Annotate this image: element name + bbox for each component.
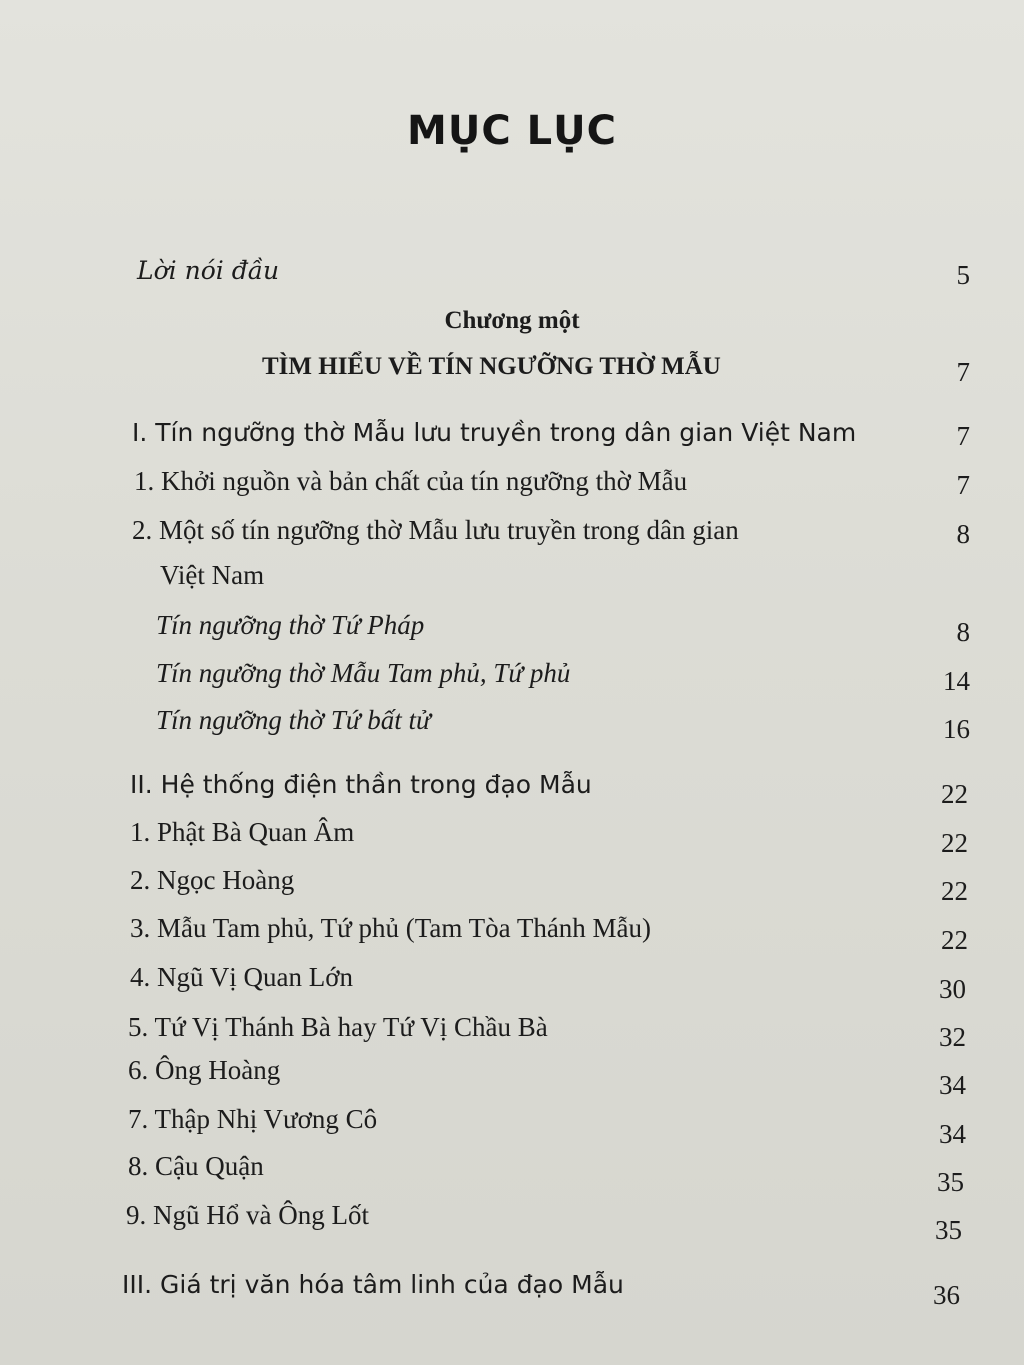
toc-section-3: III. Giá trị văn hóa tâm linh của đạo Mẫu	[122, 1270, 624, 1299]
page-number: 36	[933, 1280, 960, 1310]
page-number: 8	[956, 617, 970, 647]
toc-item: 2. Một số tín ngưỡng thờ Mẫu lưu truyền trong dân gian	[132, 515, 739, 545]
page-number: 7	[956, 421, 970, 451]
toc-item: 8. Cậu Quận	[128, 1151, 264, 1181]
toc-subitem: Tín ngưỡng thờ Tứ Pháp	[156, 610, 425, 640]
chapter-heading: TÌM HIỂU VỀ TÍN NGƯỠNG THỜ MẪU	[262, 353, 721, 380]
toc-subitem: Tín ngưỡng thờ Mẫu Tam phủ, Tứ phủ	[156, 658, 571, 688]
page-number: 30	[939, 974, 966, 1004]
toc-item: 5. Tứ Vị Thánh Bà hay Tứ Vị Chầu Bà	[128, 1012, 548, 1042]
page-number: 7	[956, 470, 970, 500]
page-number: 14	[943, 666, 970, 696]
chapter-name: Chương một	[444, 307, 580, 334]
page-number: 34	[939, 1070, 966, 1100]
page-number: 34	[939, 1119, 966, 1149]
page-number: 32	[939, 1022, 966, 1052]
page-number: 22	[941, 828, 968, 858]
toc-item: 4. Ngũ Vị Quan Lớn	[130, 962, 354, 992]
toc-subitem: Tín ngưỡng thờ Tứ bất tử	[156, 705, 431, 735]
page-number: 22	[941, 925, 968, 955]
toc-item: 1. Phật Bà Quan Âm	[130, 817, 355, 847]
page-number: 7	[956, 357, 970, 387]
toc-item: 2. Ngọc Hoàng	[130, 865, 295, 895]
toc-item: 3. Mẫu Tam phủ, Tứ phủ (Tam Tòa Thánh Mẫu)	[130, 913, 652, 943]
toc-item: 1. Khởi nguồn và bản chất của tín ngưỡng thờ Mẫu	[134, 466, 688, 496]
toc-section-2: II. Hệ thống điện thần trong đạo Mẫu	[130, 770, 592, 799]
toc-section-1: I. Tín ngưỡng thờ Mẫu lưu truyền trong dân gian Việt Nam	[132, 418, 857, 447]
toc-item-continuation: Việt Nam	[160, 560, 265, 590]
toc-item: 6. Ông Hoàng	[128, 1055, 281, 1085]
toc-entry-preface: Lời nói đầu	[137, 256, 280, 285]
page-number: 35	[935, 1215, 962, 1245]
page-number: 16	[943, 714, 970, 744]
page-number: 22	[941, 876, 968, 906]
page-number: 35	[937, 1167, 964, 1197]
page-title: MỤC LỤC	[407, 108, 617, 154]
page-number: 8	[956, 519, 970, 549]
page-number: 22	[941, 779, 968, 809]
toc-item: 9. Ngũ Hổ và Ông Lốt	[126, 1200, 369, 1230]
toc-item: 7. Thập Nhị Vương Cô	[128, 1104, 378, 1134]
page-number: 5	[956, 260, 970, 290]
